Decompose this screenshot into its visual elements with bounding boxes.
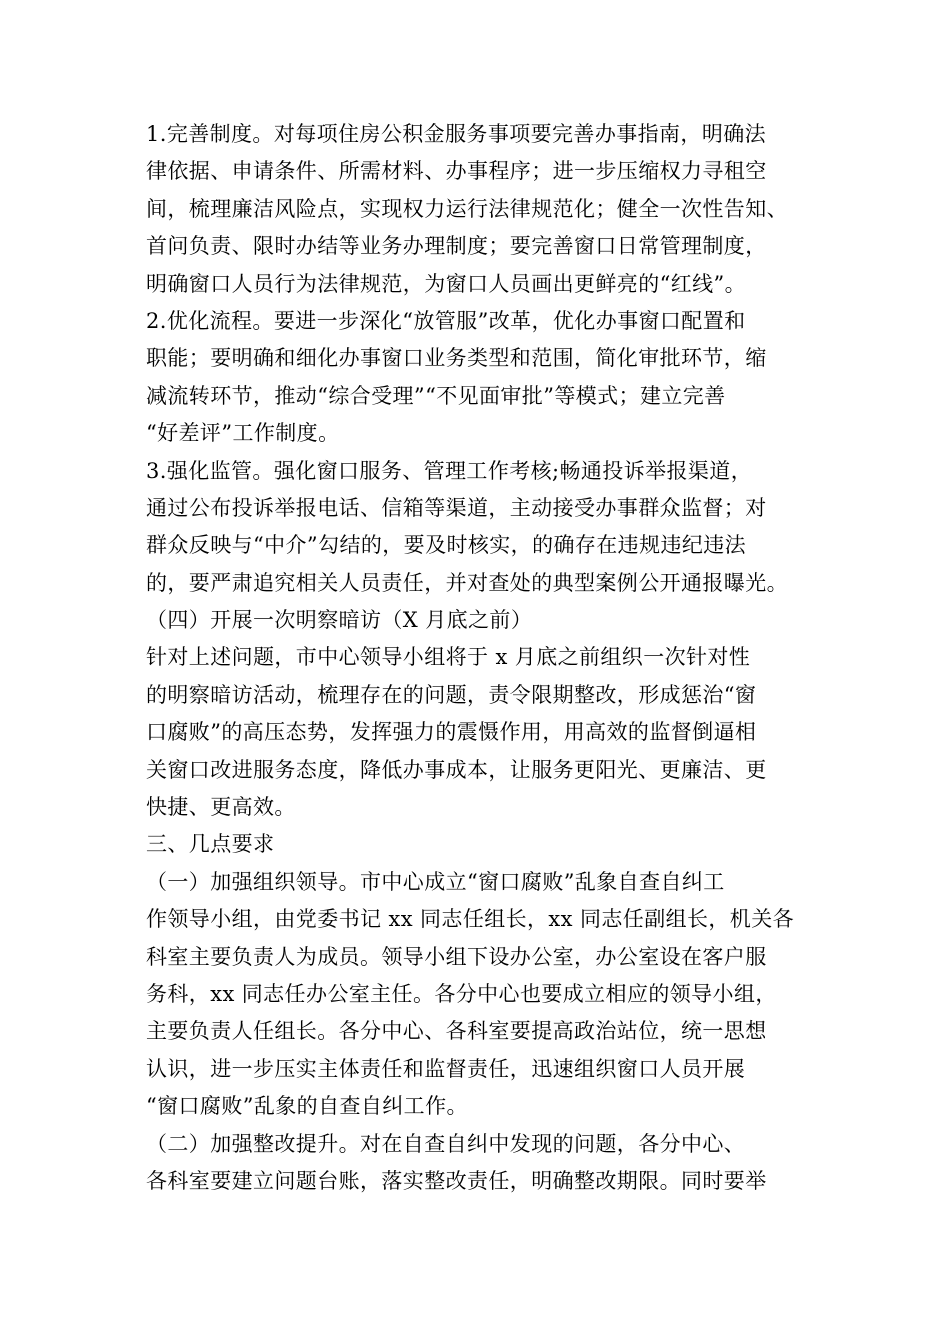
text-line: 群众反映与“中介”勾结的，要及时核实，的确存在违规违纪违法 [146,533,747,558]
text-line: 认识，进一步压实主体责任和监督责任，迅速组织窗口人员开展 [146,1056,746,1081]
text-line: （二）加强整改提升。对在自查自纠中发现的问题，各分中心、 [146,1131,746,1156]
text-line: “好差评”工作制度。 [146,421,340,446]
text-line: 各科室要建立问题台账，落实整改责任，明确整改期限。同时要举 [146,1168,767,1193]
text-line: 关窗口改进服务态度，降低办事成本，让服务更阳光、更廉洁、更 [146,757,767,782]
text-line: 务科，xx 同志任办公室主任。各分中心也要成立相应的领导小组， [146,981,777,1006]
text-line: 减流转环节，推动“综合受理”“不见面审批”等模式；建立完善 [146,383,726,408]
text-line: （一）加强组织领导。市中心成立“窗口腐败”乱象自查自纠工 [146,869,725,894]
text-line: 1.完善制度。对每项住房公积金服务事项要完善办事指南，明确法 [146,122,767,146]
text-line: 主要负责人任组长。各分中心、各科室要提高政治站位，统一思想 [146,1019,767,1044]
text-line: 口腐败”的高压态势，发挥强力的震慑作用，用高效的监督倒逼相 [146,720,757,745]
text-line: 2.优化流程。要进一步深化“放管服”改革，优化办事窗口配置和 [146,308,746,333]
text-line: 通过公布投诉举报电话、信箱等渠道，主动接受办事群众监督；对 [146,495,767,520]
document-body [146,116,806,1200]
text-line: 科室主要负责人为成员。领导小组下设办公室，办公室设在客户服 [146,944,767,969]
text-line: 律依据、申请条件、所需材料、办事程序；进一步压缩权力寻租空 [146,159,767,184]
text-line: 首问负责、限时办结等业务办理制度；要完善窗口日常管理制度， [146,234,767,259]
text-line: 职能；要明确和细化办事窗口业务类型和范围，简化审批环节，缩 [146,346,767,371]
text-line: 作领导小组，由党委书记 xx 同志任组长，xx 同志任副组长，机关各 [146,907,794,932]
section-heading: （四）开展一次明察暗访（X 月底之前） [146,608,533,633]
text-line: 的，要严肃追究相关人员责任，并对查处的典型案例公开通报曝光。 [146,570,788,595]
section-heading: 三、几点要求 [146,832,275,857]
text-line: 3.强化监管。强化窗口服务、管理工作考核;畅通投诉举报渠道， [146,458,753,483]
text-line: 的明察暗访活动，梳理存在的问题，责令限期整改，形成惩治“窗 [146,682,757,707]
text-line: 快捷、更高效。 [146,795,296,820]
text-line: 间，梳理廉洁风险点，实现权力运行法律规范化；健全一次性告知、 [146,196,788,221]
text-line: 针对上述问题，市中心领导小组将于 x 月底之前组织一次针对性 [146,645,751,670]
text-line: 明确窗口人员行为法律规范，为窗口人员画出更鲜亮的“红线”。 [146,271,747,296]
text-line: “窗口腐败”乱象的自查自纠工作。 [146,1094,468,1119]
